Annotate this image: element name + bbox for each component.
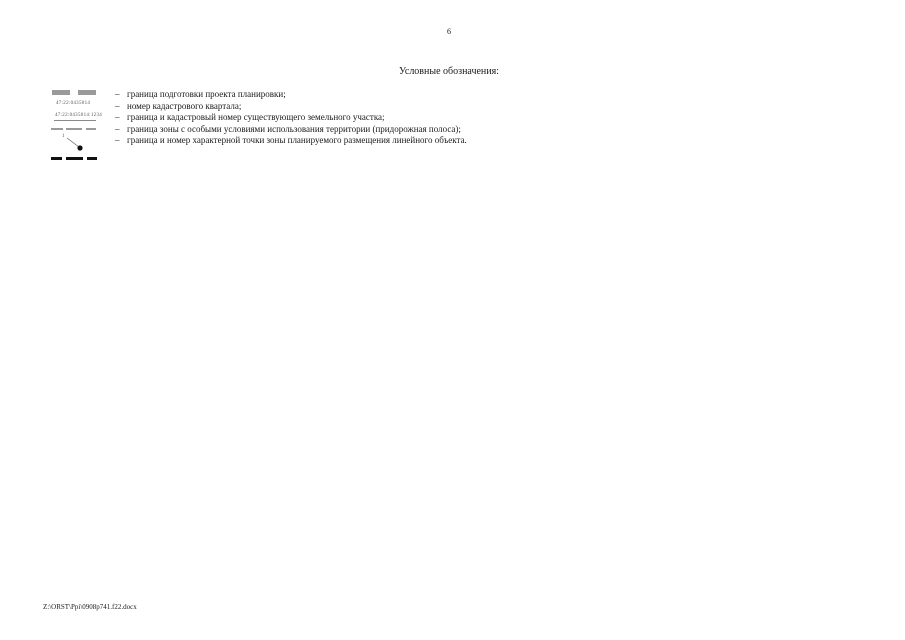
legend-title: Условные обозначения: <box>399 66 500 77</box>
legend-item-text: граница зоны с особыми условиями использования территории (придорожная полоса); <box>127 123 461 134</box>
legend-list <box>115 89 467 147</box>
cadastral-quarter-symbol: 47:22:0435014 <box>56 101 91 106</box>
legend-dash: – <box>115 112 120 122</box>
legend-item-text: граница и номер характерной точки зоны планируемого размещения линейного объекта. <box>127 135 467 145</box>
page-number: 6 <box>447 27 451 36</box>
legend-item <box>115 101 467 113</box>
legend-dash: – <box>115 100 120 111</box>
legend-item <box>115 124 467 136</box>
legend-item <box>115 135 467 147</box>
legend-item-text: граница и кадастровый номер существующего земельного участка; <box>127 112 385 122</box>
legend-item-text: номер кадастрового квартала; <box>127 100 242 111</box>
legend-dash: – <box>115 89 120 99</box>
legend-item-text: граница подготовки проекта планировки; <box>127 89 286 99</box>
legend-item <box>115 112 467 124</box>
legend-dash: – <box>115 135 120 145</box>
footer-file-path: Z:\ORST\Ppi\0908p741.f22.docx <box>43 603 137 611</box>
legend-item <box>115 89 467 101</box>
land-plot-number: 47:22:0435014:1234 <box>55 113 103 118</box>
legend-dash: – <box>115 123 120 134</box>
point-number: 1 <box>62 134 65 139</box>
